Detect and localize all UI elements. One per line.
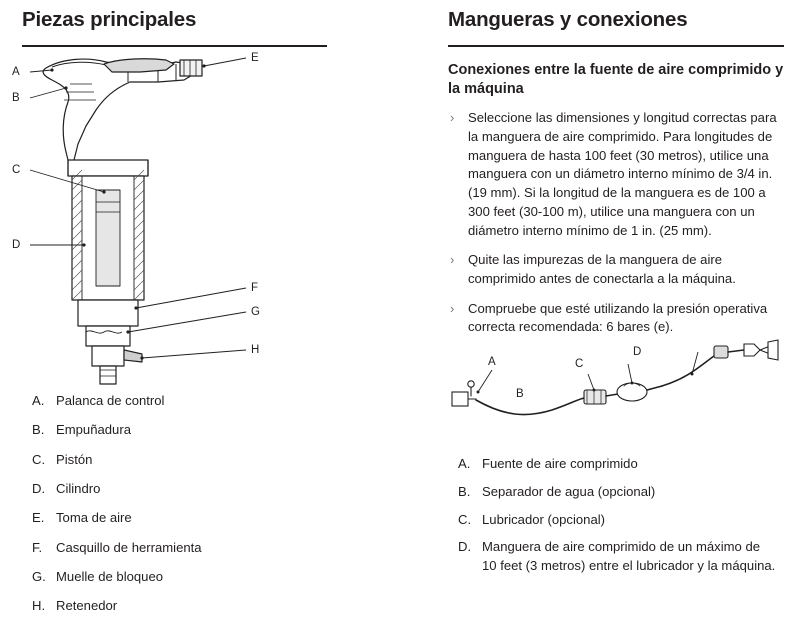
legend-item: [32, 480, 332, 498]
legend-letter: H.: [32, 598, 46, 614]
right-subtitle: Conexiones entre la fuente de aire comprimido y la máquina: [448, 62, 784, 98]
breaker-drawing: [8, 40, 268, 385]
hose-label-d: D: [633, 346, 642, 358]
chevron-right-icon: ›: [450, 110, 455, 126]
legend-text: Casquillo de herramienta: [56, 539, 202, 555]
legend-letter: B.: [458, 483, 471, 499]
legend-letter: A.: [458, 456, 471, 471]
figure-label-a: A: [12, 66, 20, 78]
right-bullet-list: [448, 109, 784, 337]
legend-text: Pistón: [56, 451, 93, 467]
bullet-item: [448, 109, 784, 240]
legend-text: Manguera de aire comprimido de un máximo de 10 feet (3 metros) entre el lubricador y la máquina.: [482, 539, 776, 573]
hose-label-c: C: [575, 358, 584, 370]
legend-text: Retenedor: [56, 598, 118, 614]
left-legend: [32, 392, 332, 627]
hose-connection-figure: [448, 330, 784, 470]
legend-letter: B.: [32, 422, 45, 438]
legend-text: Palanca de control: [56, 393, 165, 408]
figure-label-b: B: [12, 92, 20, 104]
bullet-item: [448, 251, 784, 288]
legend-item: [458, 511, 776, 529]
figure-label-e: E: [251, 52, 259, 64]
figure-label-c: C: [12, 164, 21, 176]
right-title-rule: [448, 45, 784, 47]
legend-item: [458, 455, 776, 473]
chevron-right-icon: ›: [450, 300, 455, 316]
legend-item: [32, 392, 332, 410]
legend-letter: G.: [32, 568, 46, 584]
legend-letter: D.: [32, 480, 46, 496]
legend-item: [32, 421, 332, 439]
bullet-text: Quite las impurezas de la manguera de aire comprimido antes de conectarla a la máquina.: [468, 252, 736, 286]
legend-item: [458, 538, 776, 575]
left-section-title: Piezas principales: [22, 8, 197, 31]
legend-letter: C.: [458, 511, 472, 527]
figure-label-f: F: [251, 282, 259, 294]
legend-text: Cilindro: [56, 480, 101, 496]
legend-letter: A.: [32, 393, 45, 408]
legend-item: [32, 451, 332, 469]
figure-label-h: H: [251, 344, 260, 356]
bullet-text: Seleccione las dimensiones y longitud correctas para la manguera de aire comprimido. Para longitudes de manguera de hasta 100 feet (30 metros), utilice una manguera con un diámetro interno mínimo de 3/4 in. (19 mm). Si la longitud de la manguera es de 100 a 300 feet (30-100 m), utilice una manguera con un diámetro interno mínimo de 1 in. (25 mm).: [468, 110, 777, 238]
hose-label-a: A: [488, 356, 496, 368]
legend-text: Lubricador (opcional): [482, 511, 606, 527]
right-legend: [458, 455, 776, 585]
legend-text: Separador de agua (opcional): [482, 483, 656, 499]
legend-item: [32, 509, 332, 527]
legend-letter: D.: [458, 539, 472, 555]
hose-label-b: B: [516, 388, 524, 400]
legend-letter: F.: [32, 539, 43, 555]
legend-text: Toma de aire: [56, 510, 132, 526]
legend-text: Empuñadura: [56, 422, 131, 438]
legend-letter: E.: [32, 510, 45, 526]
hose-diagram: [448, 330, 784, 460]
right-column: [448, 8, 784, 348]
legend-text: Fuente de aire comprimido: [482, 456, 638, 471]
figure-label-g: G: [251, 306, 260, 318]
breaker-parts-figure: [8, 40, 268, 385]
chevron-right-icon: ›: [450, 252, 455, 268]
legend-item: [32, 568, 332, 586]
legend-text: Muelle de bloqueo: [56, 568, 164, 584]
legend-item: [458, 483, 776, 501]
bullet-text: Compruebe que esté utilizando la presión operativa correcta recomendada: 6 bares (e).: [468, 300, 768, 335]
legend-item: [32, 597, 332, 615]
figure-label-d: D: [12, 239, 21, 251]
legend-letter: C.: [32, 451, 46, 467]
legend-item: [32, 539, 332, 557]
right-section-title: Mangueras y conexiones: [448, 8, 688, 31]
